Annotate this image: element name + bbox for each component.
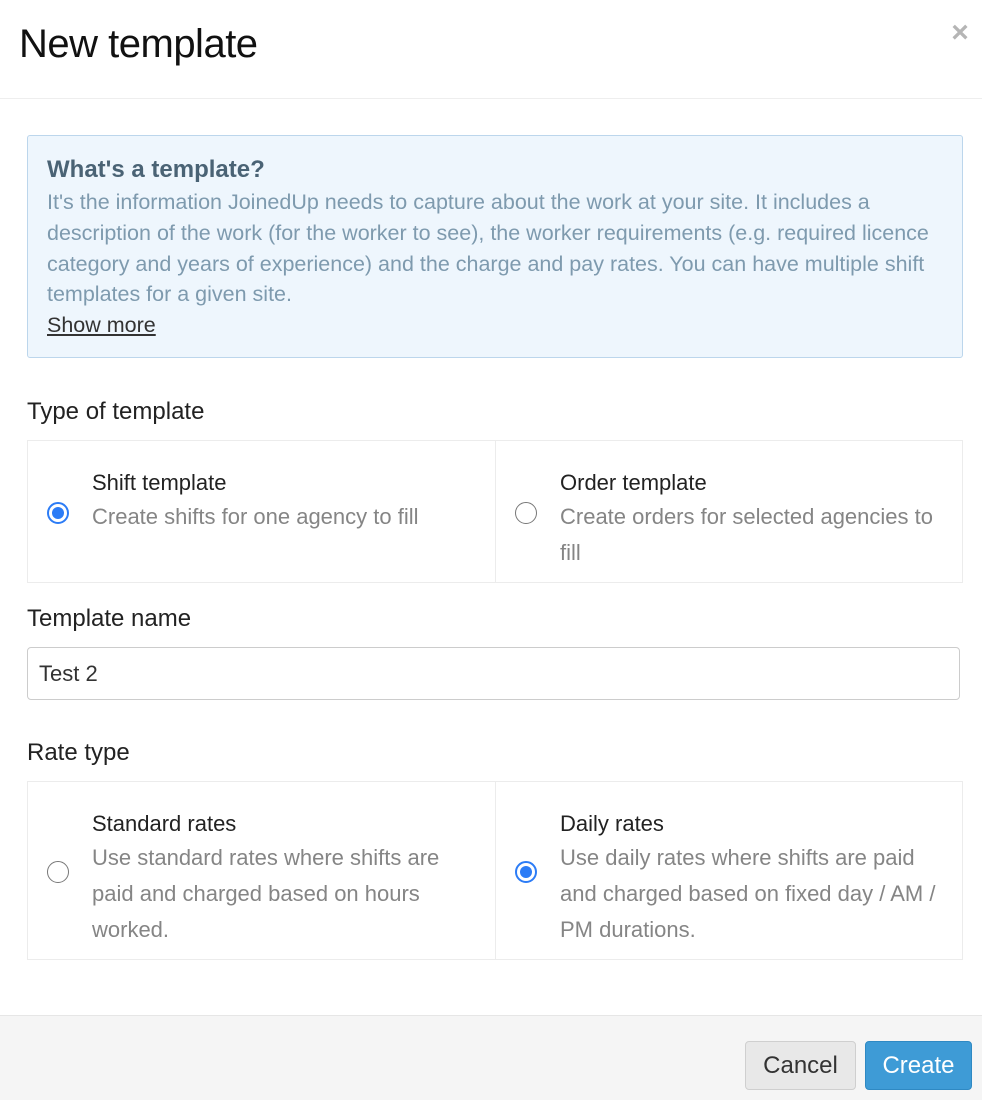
daily-rates-option[interactable] <box>495 782 962 959</box>
modal-header <box>0 0 982 99</box>
template-name-label: Template name <box>27 605 192 632</box>
close-icon[interactable]: × <box>951 16 969 49</box>
info-body: It's the information JoinedUp needs to capture about the work at your site. It includes a description of the work (for the worker to see), the worker requirements (e.g. required licence category and years of experience) and the charge and pay rates. You can have multiple shift templates for a given site. <box>47 190 929 307</box>
modal-footer <box>0 1015 982 1100</box>
order-template-option[interactable] <box>495 441 962 582</box>
template-type-label: Type of template <box>27 398 205 425</box>
standard-rates-radio[interactable] <box>47 861 69 883</box>
shift-template-option[interactable] <box>28 441 495 582</box>
shift-template-radio[interactable] <box>47 502 69 524</box>
modal-title: New template <box>19 22 258 66</box>
option-description: Create orders for selected agencies to fill <box>560 504 933 565</box>
option-description: Use standard rates where shifts are paid and charged based on hours worked. <box>92 845 440 942</box>
option-description: Use daily rates where shifts are paid and charged based on fixed day / AM / PM durations. <box>560 845 936 942</box>
standard-rates-option[interactable] <box>28 782 495 959</box>
option-description: Create shifts for one agency to fill <box>92 504 419 529</box>
option-title: Standard rates <box>92 811 237 836</box>
info-callout <box>27 135 963 358</box>
template-name-input[interactable] <box>27 647 960 700</box>
option-title: Daily rates <box>560 811 664 836</box>
info-title: What's a template? <box>47 156 265 183</box>
cancel-button[interactable]: Cancel <box>745 1041 856 1090</box>
show-more-link[interactable]: Show more <box>47 313 156 338</box>
daily-rates-radio[interactable] <box>515 861 537 883</box>
rate-type-options <box>27 781 963 960</box>
order-template-radio[interactable] <box>515 502 537 524</box>
create-button[interactable]: Create <box>865 1041 972 1090</box>
rate-type-label: Rate type <box>27 739 130 766</box>
option-title: Shift template <box>92 470 227 495</box>
option-title: Order template <box>560 470 707 495</box>
template-type-options <box>27 440 963 583</box>
